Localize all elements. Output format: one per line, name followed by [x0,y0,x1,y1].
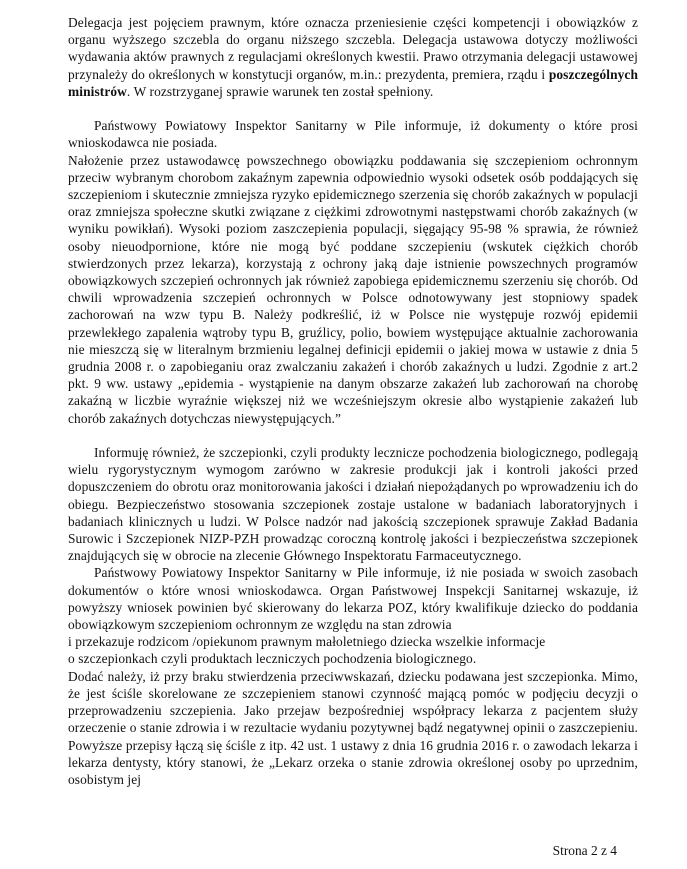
page-footer [553,842,617,859]
text-run: Delegacja jest pojęciem prawnym, które oznacza przeniesienie części kompetencji i obowiązków z organu wyższego szczebla do organu niższego szczebla. Delegacja ustawowa dotyczy możliwości wydawania aktów prawnych z regulacjami określonych kwestii. Prawo otrzymania delegacji ustawowej przynależy do określonych w konstytucji organów, m.in.: prezydenta, premiera, rządu i [68,15,638,82]
text-run: Nałożenie przez ustawodawcę powszechnego obowiązku poddawania się szczepieniom ochronnym przeciw wybranym chorobom zakaźnym zapewnia odpowiednio wysoki odsetek osób poddających się szczepieniom i skutecznie zmniejsza ryzyko epidemicznego szerzenia się chorób zakaźnych w populacji oraz zmniejsza społeczne skutki związane z ciężkimi zdrowotnymi następstwami chorób zakaźnych (w wyniku powikłań). Wysoki poziom zaszczepienia populacji, sięgający 95-98 % sprawia, że również osoby nieuodpornione, które nie mogą być poddane szczepieniu (wskutek ciężkich chorób stwierdzonych przez lekarza), korzystają z ochrony jaką daje istnienie powszechnych programów obowiązkowych szczepień ochronnych jak również zapobiega epidemicznemu szerzeniu się chorób. Od chwili wprowadzenia szczepień ochronnych w Polsce odnotowywany jest stopniowy spadek zachorowań na wzw typu B. Należy podkreślić, iż w Polsce nie występuje rozwój epidemii przewlekłego zapalenia wątroby typu B, gruźlicy, polio, bowiem występujące aktualnie zachorowania nie mieszczą się w literalnym brzmieniu legalnej definicji epidemii o jakiej mowa w ustawie z dnia 5 grudnia 2008 r. o zapobieganiu oraz zwalczaniu zakażeń i chorób zakaźnych u ludzi. Zgodnie z art.2 pkt. 9 ww. ustawy „epidemia - wystąpienie na danym obszarze zakażeń lub zachorowań na chorobę zakaźną w liczbie wyraźnie większej niż we wcześniejszym okresie albo wystąpienie zakażeń lub chorób zakaźnych dotychczas niewystępujących.” [68,152,638,426]
text-run: . W rozstrzyganej sprawie warunek ten został spełniony. [126,83,434,99]
document-body [68,14,638,788]
bold-text-run: poszczególnych ministrów [68,66,638,99]
paragraph-szczepionki-produkty [68,444,638,564]
paragraph-dodac-nalezy [68,668,638,788]
paragraph-nie-posiada-dokumentow [68,564,638,667]
text-run: Państwowy Powiatowy Inspektor Sanitarny w Pile informuje, iż nie posiada w swoich zasobach dokumentów o które wnosi wnioskodawca. Organ Państwowej Inspekcji Sanitarnej wskazuje, iż powyższy wniosek powinien być skierowany do lekarza POZ, który kwalifikuje dziecko do poddania obowiązkowym szczepieniom ochronnym ze względu na stan zdrowia [68,565,638,633]
text-run: Dodać należy, iż przy braku stwierdzenia przeciwwskazań, dziecku podawana jest szczepionka. Mimo, że jest ściśle skorelowane ze szczepieniem stanowi czynność mającą pomóc w podjęciu decyzji o przeprowadzeniu szczepienia. Jako przejaw bezpośredniej współpracy lekarza z pacjentem służy orzeczenie o stanie zdrowia i w rezultacie wydaniu pozytywnej bądź negatywnej opinii o zaszczepieniu. Powyższe przepisy łączą się ściśle z itp. 42 ust. 1 ustawy z dnia 16 grudnia 2016 r. o zawodach lekarza i lekarza dentysty, który stanowi, że „Lekarz orzeka o stanie zdrowia określonej osoby po uprzednim, osobistym jej [68,668,638,787]
paragraph-inspektor-informuje [68,117,638,151]
paragraph-delegacja [68,14,638,100]
text-run: Informuję również, że szczepionki, czyli produkty lecznicze pochodzenia biologicznego, podlegają wielu rygorystycznym wymogom zarówno w zakresie produkcji jak i kontroli jakości przed dopuszczeniem do obrotu oraz monitorowania jakości i działań niepożądanych po wprowadzeniu ich do obiegu. Bezpieczeństwo stosowania szczepionek zostaje ustalone w badaniach laboratoryjnych i badaniach klinicznych u ludzi. W Polsce nadzór nad jakością szczepionek sprawuje Zakład Badania Surowic i Szczepionek NIZP-PZH prowadząc coroczną kontrolę jakości i bezpieczeństwa szczepionek znajdujących się w obrocie na zlecenie Głównego Inspektoratu Farmaceutycznego. [68,445,638,564]
text-run: Państwowy Powiatowy Inspektor Sanitarny w Pile informuje, iż dokumenty o które prosi wnioskodawca nie posiada. [68,118,638,151]
paragraph-nalozenie-obowiazku [68,152,638,427]
text-run: o szczepionkach czyli produktach leczniczych pochodzenia biologicznego. [68,651,477,667]
text-run: i przekazuje rodzicom /opiekunom prawnym małoletniego dziecka wszelkie informacje [68,634,546,650]
page-number: Strona 2 z 4 [552,842,617,858]
